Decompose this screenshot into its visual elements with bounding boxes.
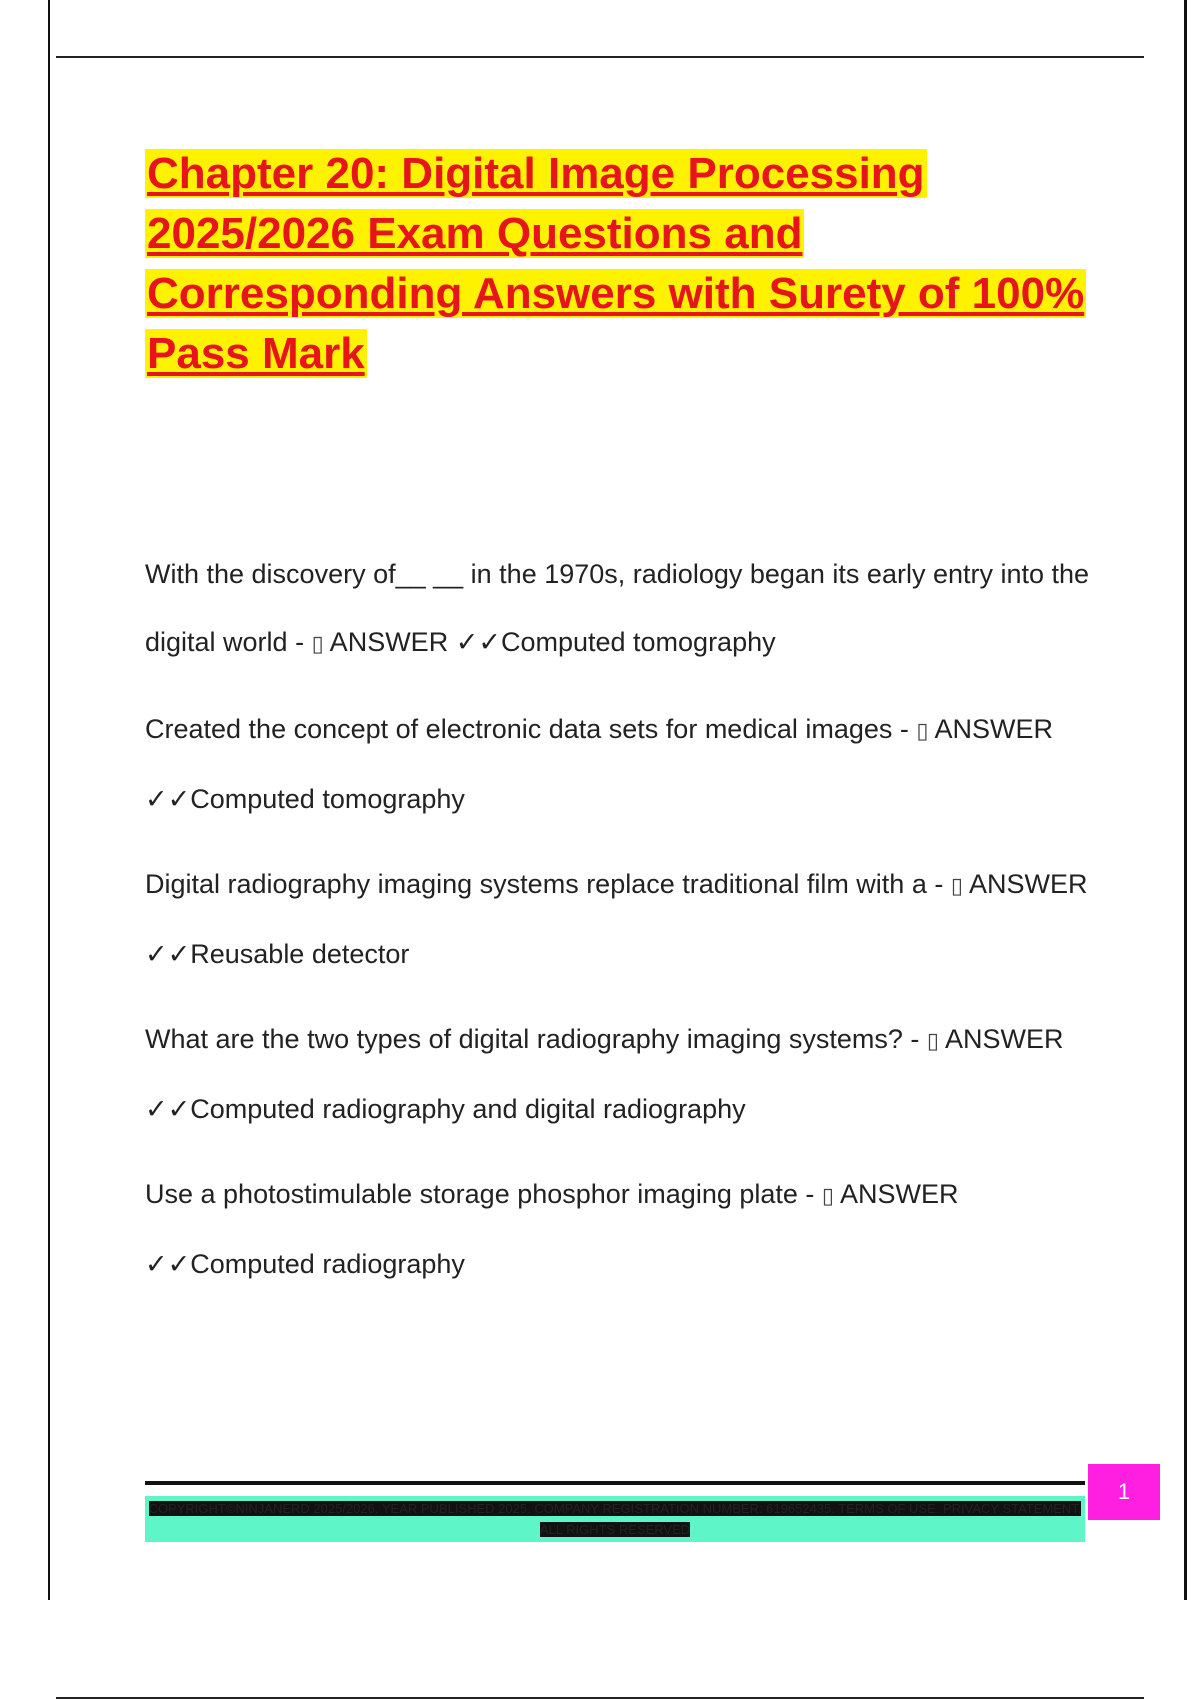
- document-title: [145, 144, 1105, 384]
- page-number: 1: [1117, 1479, 1131, 1504]
- answer-text: Computed radiography: [190, 1249, 465, 1279]
- answer-text: Reusable detector: [190, 939, 410, 969]
- header-rule: [56, 56, 1144, 58]
- page-border-right: [1184, 0, 1187, 1600]
- footer-copyright-band: [145, 1496, 1085, 1542]
- document-title-text: Chapter 20: Digital Image Processing 2025/2026 Exam Questions and Corresponding Answers with Surety of 100% Pass Mark: [147, 149, 1085, 378]
- answer-text: Computed radiography and digital radiography: [190, 1094, 746, 1124]
- qa-item: [145, 540, 1105, 678]
- missing-glyph-icon: ▯: [950, 873, 963, 898]
- missing-glyph-icon: ▯: [916, 718, 929, 743]
- missing-glyph-icon: ▯: [926, 1028, 939, 1053]
- question-text: Digital radiography imaging systems replace traditional film with a -: [145, 869, 951, 899]
- question-text: Created the concept of electronic data sets for medical images -: [145, 714, 917, 744]
- missing-glyph-icon: ▯: [311, 631, 324, 656]
- answer-label: ANSWER ✓✓: [145, 1024, 1064, 1124]
- question-text: What are the two types of digital radiography imaging systems? -: [145, 1024, 927, 1054]
- footer-copyright-text: COPYRIGHT©NINJANERD 2025/2026. YEAR PUBLISHED 2025. COMPANY REGISTRATION NUMBER: 619652435. TERMS OF USE. PRIVACY STATEMENT. ALL RIGHTS RESERVED: [148, 1501, 1082, 1537]
- answer-label: ANSWER ✓✓: [145, 1179, 959, 1279]
- qa-item: [145, 850, 1105, 988]
- answer-text: Computed tomography: [500, 627, 776, 657]
- answer-label: ANSWER ✓✓: [323, 627, 501, 657]
- next-page-rule: [56, 1697, 1144, 1699]
- question-text: Use a photostimulable storage phosphor imaging plate -: [145, 1179, 822, 1209]
- page-number-badge: [1088, 1464, 1160, 1520]
- answer-label: ANSWER ✓✓: [145, 869, 1088, 969]
- qa-item: [145, 1005, 1105, 1143]
- answer-label: ANSWER ✓✓: [145, 714, 1054, 814]
- answer-text: Computed tomography: [190, 784, 465, 814]
- missing-glyph-icon: ▯: [821, 1183, 835, 1208]
- footer-rule: [145, 1481, 1085, 1485]
- qa-list: [145, 540, 1105, 1315]
- question-text: With the discovery of__ __ in the 1970s, radiology began its early entry into the digital world -: [145, 559, 1090, 657]
- qa-item: [145, 1160, 1105, 1298]
- qa-item: [145, 695, 1105, 833]
- page-border-left: [48, 0, 50, 1600]
